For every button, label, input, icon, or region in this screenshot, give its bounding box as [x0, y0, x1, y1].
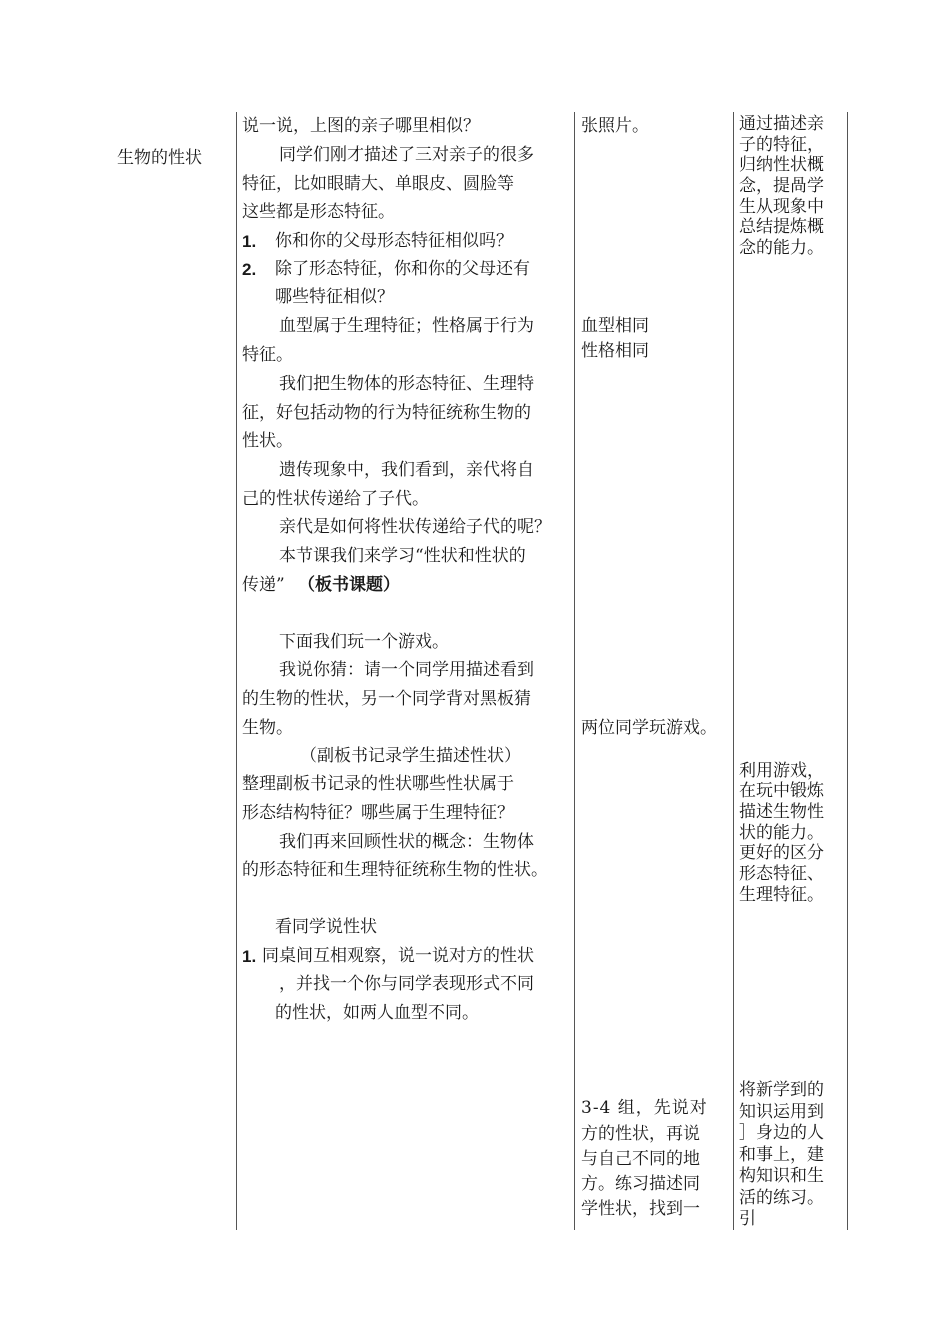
content-line: 我说你猜：请一个同学用描述看到 [279, 660, 534, 680]
intent-line: 通过描述亲 [739, 114, 824, 134]
content-line: 我们把生物体的形态特征、生理特 [279, 374, 534, 394]
content-line: 性状。 [242, 431, 293, 451]
content-line: 的性状，如两人血型不同。 [275, 1003, 479, 1023]
intent-line: 活的练习。 [739, 1187, 824, 1208]
board-title-note: （板书课题） [298, 575, 400, 595]
intent-line: 利用游戏， [739, 761, 824, 781]
intent-line: 更好的区分 [739, 843, 824, 863]
content-line: 生物。 [242, 718, 293, 738]
intent-line: 状的能力。 [739, 823, 824, 843]
topic-label: 生物的性状 [117, 148, 202, 168]
intent-line: ］身边的人 [739, 1123, 824, 1143]
content-line: 说一说，上图的亲子哪里相似？ [242, 116, 480, 136]
content-line: 特征，比如眼睛大、单眼皮、圆脸等 [242, 174, 514, 194]
intent-line: 归纳性状概 [739, 155, 824, 175]
student-activity-line: 方。练习描述同 [581, 1174, 700, 1194]
column-divider-1 [236, 112, 237, 1230]
intent-line: 知识运用到 [739, 1101, 824, 1122]
content-line: 本节课我们来学习“性状和性状的 [279, 546, 526, 566]
content-line: 这些都是形态特征。 [242, 202, 395, 222]
student-activity-line: 性格相同 [581, 341, 649, 361]
content-line: 血型属于生理特征；性格属于行为 [279, 316, 534, 336]
content-line: 的形态特征和生理特征统称生物的性状。 [242, 860, 548, 880]
list-number: 2. [242, 260, 257, 279]
intent-line: 总结提炼概 [739, 217, 824, 237]
student-activity-line: 3-4 组，先说对 [581, 1098, 708, 1118]
question-item: 你和你的父母形态特征相似吗？ [275, 231, 513, 251]
intent-line: 形态特征、 [739, 864, 824, 884]
content-line: 征，好包括动物的行为特征统称生物的 [242, 403, 531, 423]
intent-line: 生从现象中 [739, 197, 824, 217]
content-line: （副板书记录学生描述性状） [300, 746, 521, 766]
content-line: 亲代是如何将性状传递给子代的呢？ [279, 517, 551, 537]
student-activity-line: 血型相同 [581, 316, 649, 336]
student-activity-line: 张照片。 [581, 116, 649, 136]
intent-line: 生理特征。 [739, 885, 824, 905]
list-number: 1. [242, 232, 257, 251]
student-activity-line: 方的性状，再说 [581, 1124, 700, 1144]
content-line: 同桌间互相观察，说一说对方的性状 [262, 946, 534, 966]
content-line: 己的性状传递给了子代。 [242, 489, 429, 509]
question-item: 除了形态特征，你和你的父母还有 [275, 259, 530, 279]
content-line: 的生物的性状，另一个同学背对黑板猜 [242, 689, 531, 709]
content-line: 遗传现象中，我们看到，亲代将自 [279, 460, 534, 480]
intent-line: 念，提咼学 [739, 176, 824, 196]
content-line: 形态结构特征？哪些属于生理特征？ [242, 803, 514, 823]
column-divider-4 [847, 112, 848, 1230]
content-line: 特征。 [242, 345, 293, 365]
intent-line: 引 [739, 1209, 756, 1229]
intent-line: 构知识和生 [739, 1166, 824, 1186]
content-line: 看同学说性状 [275, 917, 377, 937]
student-activity-line: 与自己不同的地 [581, 1149, 700, 1169]
content-line: ，并找一个你与同学表现形式不同 [279, 974, 534, 994]
content-line: 同学们刚才描述了三对亲子的很多 [279, 145, 534, 165]
column-divider-2 [574, 112, 575, 1230]
content-line: 我们再来回顾性状的概念：生物体 [279, 832, 534, 852]
question-item-continued: 哪些特征相似？ [275, 287, 394, 307]
intent-line: 在玩中锻炼 [739, 781, 824, 801]
student-activity-line: 学性状，找到一 [581, 1199, 700, 1219]
column-divider-3 [733, 112, 734, 1230]
intent-line: 将新学到的 [739, 1080, 824, 1100]
intent-line: 描述生物性 [739, 802, 824, 822]
intent-line: 子的特征， [739, 135, 824, 155]
intent-line: 和事上，建 [739, 1144, 824, 1165]
list-number: 1. [242, 947, 257, 966]
content-line: 整理副板书记录的性状哪些性状属于 [242, 774, 514, 794]
student-activity-line: 两位同学玩游戏。 [581, 718, 717, 738]
intent-line: 念的能力。 [739, 238, 824, 258]
content-line: 下面我们玩一个游戏。 [279, 632, 449, 652]
content-line: 传递” [242, 575, 285, 595]
